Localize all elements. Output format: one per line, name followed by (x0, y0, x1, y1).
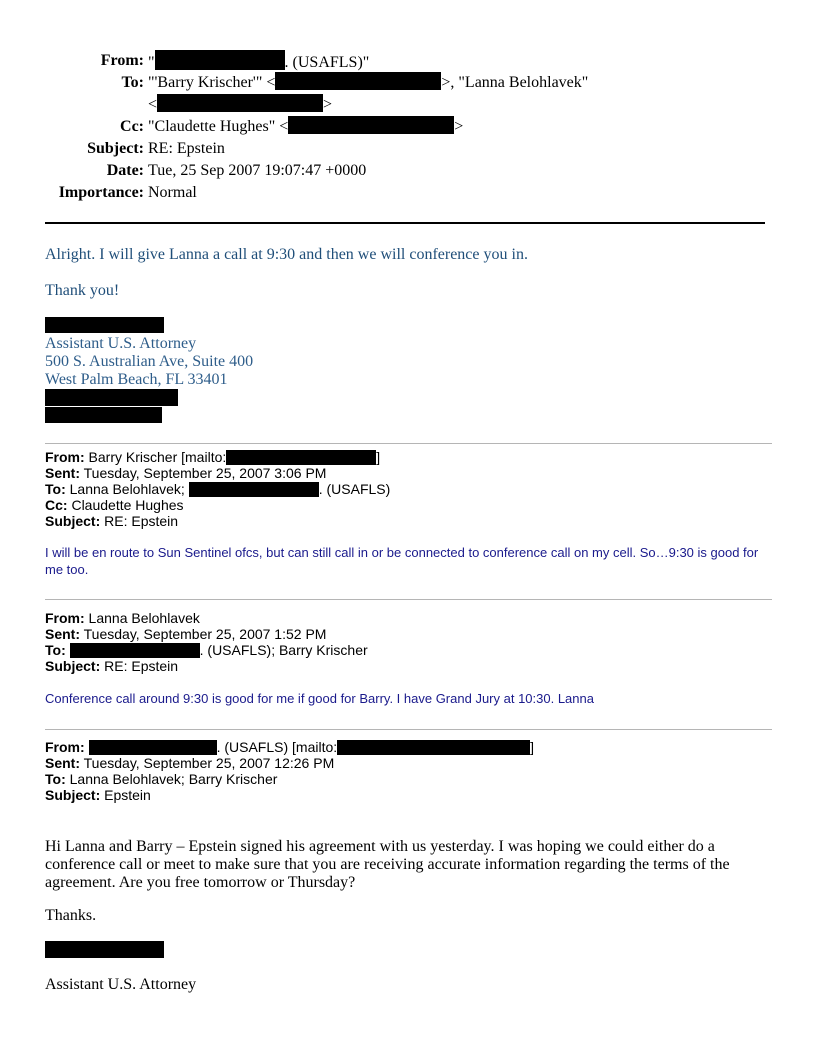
message4-signature-title: Assistant U.S. Attorney (45, 976, 197, 993)
from-value-prefix: " (148, 54, 155, 71)
header-from-row (0, 50, 816, 72)
email-header (0, 50, 816, 204)
subject-value: RE: Epstein (148, 140, 225, 157)
message2-body: I will be en route to Sun Sentinel ofcs, but can still call in or be connected to conference call on my cell. So…9:30 is good for me too. (45, 545, 759, 577)
redaction-block (157, 94, 323, 112)
message3-subject-label: Subject: (45, 658, 101, 674)
message4-from-label: From: (45, 739, 85, 755)
message3-from-line (45, 610, 200, 626)
date-label: Date: (106, 162, 144, 179)
header-divider (45, 222, 765, 224)
message2-to-value-b: . (USAFLS) (318, 481, 391, 497)
message2-cc-line (45, 497, 184, 513)
message1-line1: Alright. I will give Lanna a call at 9:30 and then we will conference you in. (45, 246, 528, 263)
from-value-suffix: . (USAFLS)" (284, 54, 370, 71)
message4-from-value-c: ] (530, 739, 535, 755)
message3-subject-line (45, 658, 178, 674)
message3-from-value: Lanna Belohlavek (84, 610, 200, 626)
message4-from-line (45, 739, 534, 755)
message2-to-label: To: (45, 481, 66, 497)
subject-label: Subject: (87, 140, 144, 157)
header-to-cont-row (0, 94, 816, 116)
redaction-block (45, 389, 178, 406)
message1-signature-address1: 500 S. Australian Ave, Suite 400 (45, 353, 254, 370)
message1-signature-address2: West Palm Beach, FL 33401 (45, 371, 228, 388)
cc-label: Cc: (120, 118, 144, 135)
message3-to-value-b: . (USAFLS); Barry Krischer (199, 642, 368, 658)
to-cont-b: > (323, 96, 333, 113)
message-divider (45, 443, 772, 444)
redaction-block (89, 740, 217, 755)
redaction-block (70, 643, 200, 658)
message2-from-value-a: Barry Krischer [mailto: (84, 449, 227, 465)
message2-cc-value: Claudette Hughes (67, 497, 184, 513)
message4-to-value: Lanna Belohlavek; Barry Krischer (65, 771, 278, 787)
message2-subject-label: Subject: (45, 513, 101, 529)
message3-to-label: To: (45, 642, 66, 658)
header-importance-row (0, 182, 816, 204)
to-value-b: >, "Lanna Belohlavek" (441, 74, 589, 91)
header-subject-row (0, 138, 816, 160)
cc-value-b: > (454, 118, 464, 135)
header-to-row (0, 72, 816, 94)
message3-sent-label: Sent: (45, 626, 80, 642)
importance-value: Normal (148, 184, 197, 201)
message2-to-line (45, 481, 390, 497)
message4-subject-label: Subject: (45, 787, 101, 803)
message2-from-value-b: ] (376, 449, 381, 465)
message4-to-line (45, 771, 277, 787)
redaction-block (226, 450, 376, 465)
message1-signature-title: Assistant U.S. Attorney (45, 335, 197, 352)
message2-subject-value: RE: Epstein (100, 513, 179, 529)
message-divider (45, 729, 772, 730)
redaction-block (45, 407, 162, 423)
message2-cc-label: Cc: (45, 497, 68, 513)
message4-thanks: Thanks. (45, 907, 97, 924)
header-cc-row (0, 116, 816, 138)
message3-to-line (45, 642, 368, 658)
date-value: Tue, 25 Sep 2007 19:07:47 +0000 (148, 162, 367, 179)
message2-from-label: From: (45, 449, 85, 465)
message3-sent-value: Tuesday, September 25, 2007 1:52 PM (80, 626, 327, 642)
redaction-block (189, 482, 319, 497)
header-date-row (0, 160, 816, 182)
to-cont-a: < (148, 96, 158, 113)
message3-sent-line (45, 626, 326, 642)
message2-from-line (45, 449, 380, 465)
message4-sent-line (45, 755, 334, 771)
from-label: From: (100, 52, 144, 69)
message4-sent-value: Tuesday, September 25, 2007 12:26 PM (80, 755, 335, 771)
to-label: To: (121, 74, 144, 91)
message4-subject-value: Epstein (100, 787, 151, 803)
message2-sent-line (45, 465, 326, 481)
redaction-block (45, 941, 164, 958)
cc-value-a: "Claudette Hughes" < (148, 118, 289, 135)
message4-from-value-b: . (USAFLS) [mailto: (216, 739, 338, 755)
message3-from-label: From: (45, 610, 85, 626)
message4-subject-line (45, 787, 151, 803)
message4-sent-label: Sent: (45, 755, 80, 771)
message1-line2: Thank you! (45, 282, 120, 299)
message3-body: Conference call around 9:30 is good for me if good for Barry. I have Grand Jury at 10:30. Lanna (45, 691, 594, 706)
message2-subject-line (45, 513, 178, 529)
message2-sent-value: Tuesday, September 25, 2007 3:06 PM (80, 465, 327, 481)
redaction-block (155, 50, 285, 70)
importance-label: Importance: (58, 184, 144, 201)
redaction-block (45, 317, 164, 333)
redaction-block (275, 72, 441, 90)
message-divider (45, 599, 772, 600)
message3-subject-value: RE: Epstein (100, 658, 179, 674)
message4-body: Hi Lanna and Barry – Epstein signed his agreement with us yesterday. I was hoping we could either do a conference call or meet to make sure that you are receiving accurate information regarding the terms of the agreement. Are you free tomorrow or Thursday? (45, 838, 730, 891)
redaction-block (337, 740, 530, 755)
message4-to-label: To: (45, 771, 66, 787)
message2-sent-label: Sent: (45, 465, 80, 481)
to-value-a: "'Barry Krischer'" < (148, 74, 276, 91)
message2-to-value-a: Lanna Belohlavek; (65, 481, 189, 497)
redaction-block (288, 116, 454, 134)
